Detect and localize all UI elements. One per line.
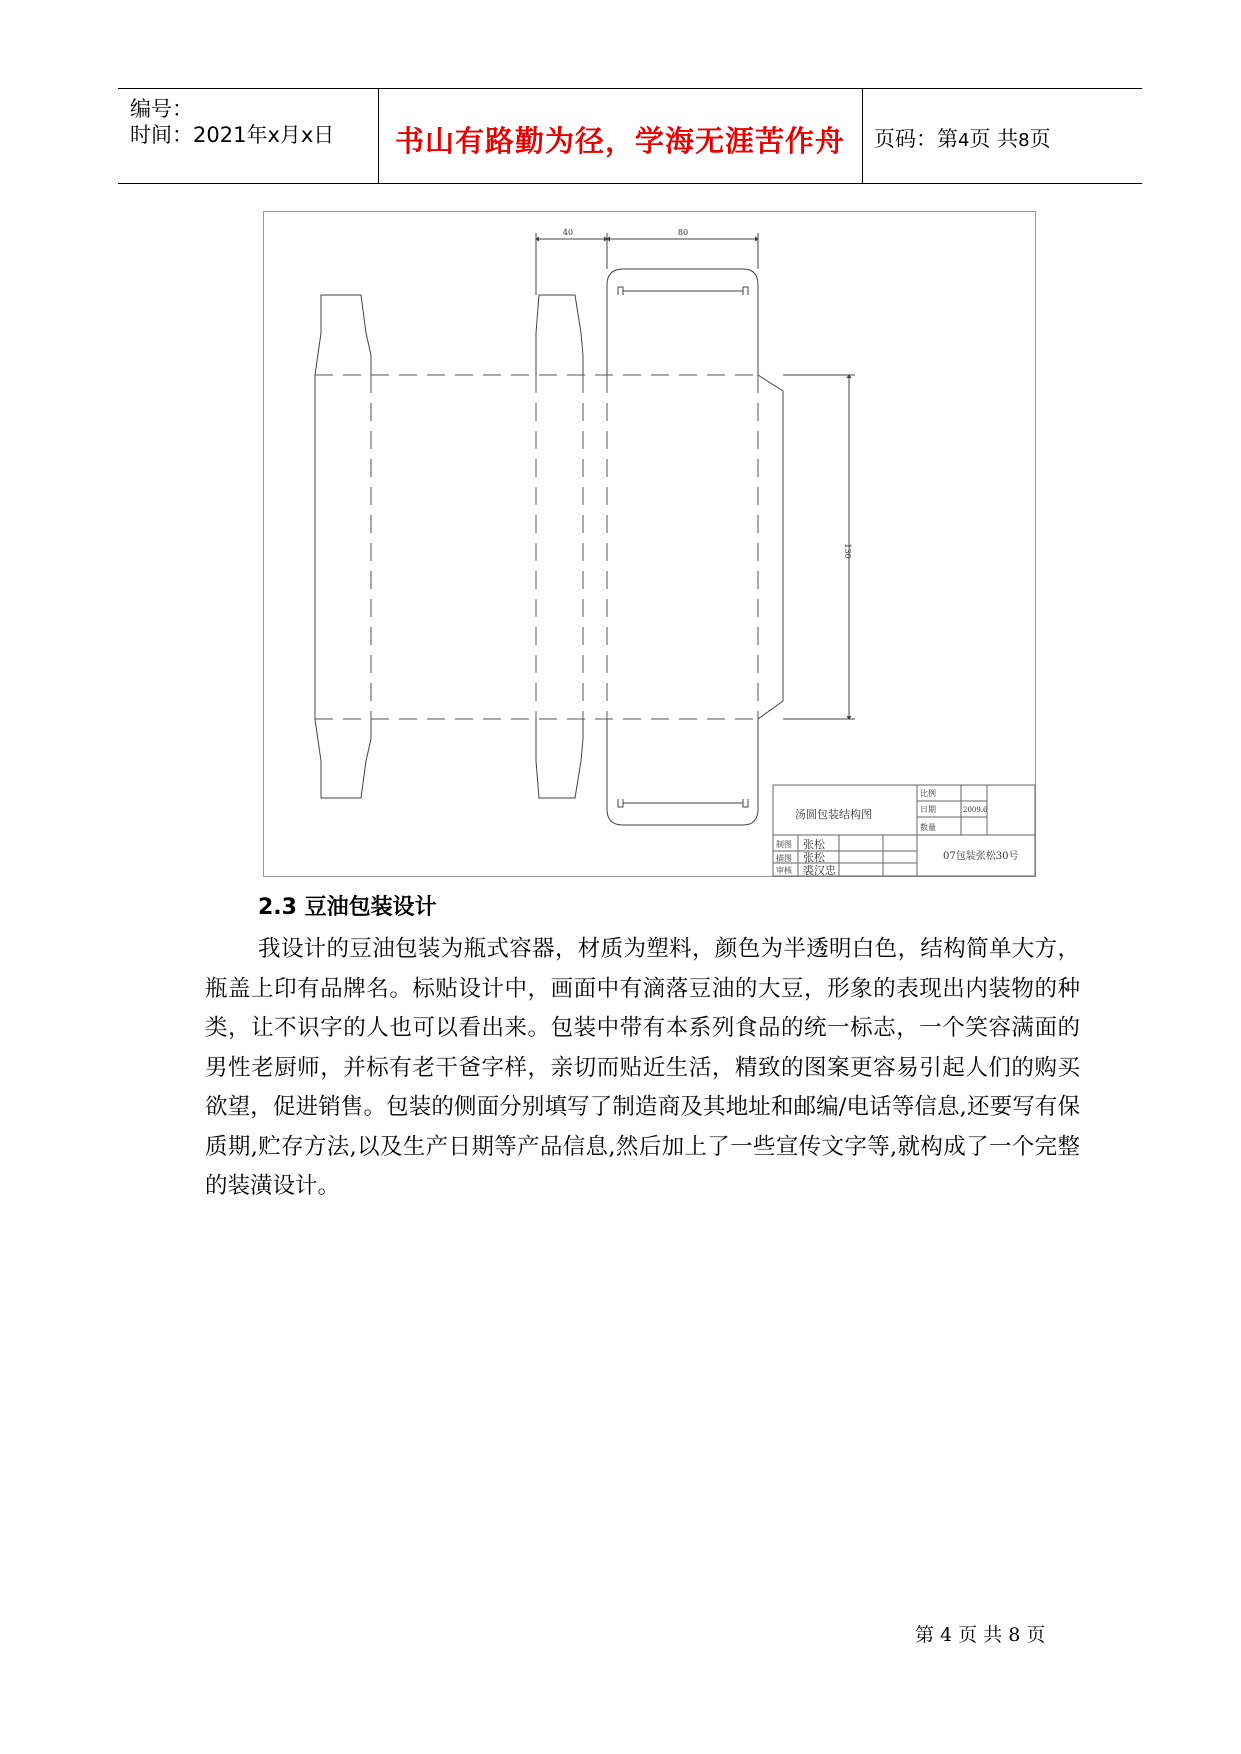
title-block-review-label: 审核 <box>776 866 792 875</box>
section-title: 2.3 豆油包装设计 <box>258 895 437 920</box>
title-block-drawn-by: 张松 <box>803 838 825 851</box>
title-block-scale-label: 比例 <box>920 789 936 798</box>
title-block-date-value: 2009.6 <box>963 806 988 814</box>
left-flap-top <box>315 295 371 375</box>
page-header <box>118 88 1142 184</box>
page-total: 8 <box>1018 130 1030 151</box>
page-footer: 第 4 页 共 8 页 <box>915 1624 1046 1646</box>
dim-line-flap <box>536 233 607 295</box>
title-block-qty-label: 数量 <box>920 823 936 832</box>
document-number-label: 编号： <box>130 97 193 121</box>
header-motto-cell <box>378 89 863 183</box>
glue-tab-right <box>758 375 783 719</box>
title-block-date-label: 日期 <box>920 805 936 814</box>
header-page-cell <box>862 89 1142 183</box>
page-suffix: 页 <box>1029 127 1051 151</box>
lid-top <box>607 269 758 375</box>
middle-flap-bottom <box>536 719 583 798</box>
lid-bottom <box>607 719 758 825</box>
middle-flap-top <box>536 295 583 375</box>
drawing-frame <box>264 212 1036 877</box>
header-motto: 书山有路勤为径，学海无涯苦作舟 <box>394 124 845 158</box>
left-flap-bottom <box>315 719 371 798</box>
page-prefix: 页码：第 <box>874 127 958 151</box>
dim-line-panel <box>607 233 758 269</box>
title-block-traced-by: 张松 <box>803 851 825 864</box>
title-block-traced-label: 描图 <box>776 854 792 863</box>
dim-label-flap: 40 <box>562 228 574 237</box>
document-time-label: 时间：2021年x月x日 <box>130 123 335 147</box>
page-middle: 页 共 <box>969 127 1019 151</box>
dim-label-panel: 80 <box>677 228 689 237</box>
title-block-drawn-label: 制图 <box>776 840 792 849</box>
title-block-reviewed-by: 裘汉忠 <box>803 864 836 877</box>
lid-bottom-tuck <box>618 799 748 807</box>
header-page-code <box>874 123 1051 153</box>
header-info-cell <box>118 89 379 183</box>
section-paragraph: 我设计的豆油包装为瓶式容器，材质为塑料，颜色为半透明白色，结构简单大方，瓶盖上印有品牌名。标贴设计中，画面中有滴落豆油的大豆，形象的表现出内装物的种类，让不识字的人也可以看出来。包装中带有本系列食品的统一标志，一个笑容满面的男性老厨师，并标有老干爸字样，亲切而贴近生活，精致的图案更容易引起人们的购买欲望，促进销售。包装的侧面分别填写了制造商及其地址和邮编/电话等信息,还要写有保质期,贮存方法,以及生产日期等产品信息,然后加上了一些宣传文字等,就构成了一个完整的装潢设计。 <box>205 936 1080 1199</box>
title-block-class-id: 07包装张松30号 <box>943 851 1019 862</box>
packaging-structure-drawing <box>263 211 1036 877</box>
page-current: 4 <box>958 130 970 151</box>
title-block-title: 汤圆包装结构图 <box>795 808 872 821</box>
lid-top-tuck <box>618 287 748 295</box>
dim-label-height: 130 <box>843 543 852 559</box>
